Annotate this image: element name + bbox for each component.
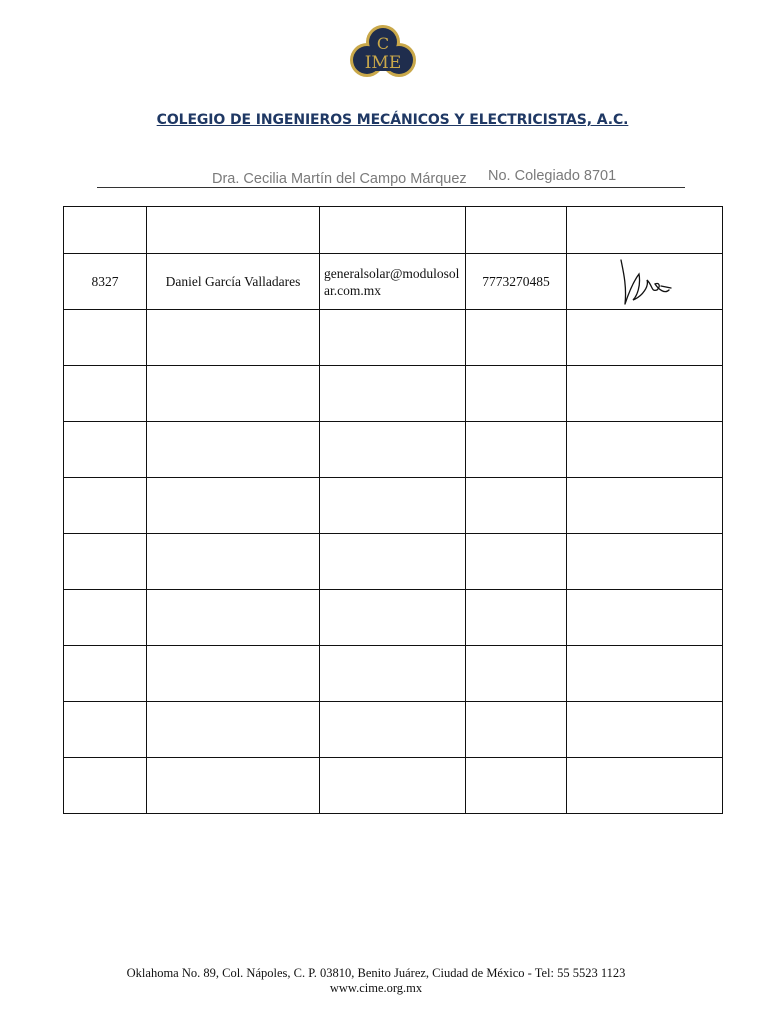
header-cell — [567, 207, 723, 254]
signature-line — [97, 187, 685, 188]
member-name-cell: Daniel García Valladares — [147, 254, 320, 310]
table-row — [64, 534, 723, 590]
header-cell — [147, 207, 320, 254]
member-signature-cell — [567, 254, 723, 310]
table-row — [64, 590, 723, 646]
table-row — [64, 422, 723, 478]
footer-website: www.cime.org.mx — [329, 981, 423, 995]
table-row — [64, 478, 723, 534]
svg-text:IME: IME — [364, 53, 402, 73]
header-cell — [64, 207, 147, 254]
svg-text:C: C — [376, 34, 390, 53]
table-row — [64, 254, 723, 310]
header-cell — [466, 207, 567, 254]
footer — [0, 966, 752, 996]
organization-title: COLEGIO DE INGENIEROS MECÁNICOS Y ELECTRICISTAS, A.C. — [156, 112, 629, 128]
member-number-cell: 8327 — [64, 254, 147, 310]
table-row — [64, 366, 723, 422]
signature-icon — [613, 256, 677, 308]
colegiado-name: Dra. Cecilia Martín del Campo Márquez — [212, 171, 467, 187]
footer-address: Oklahoma No. 89, Col. Nápoles, C. P. 03810, Benito Juárez, Ciudad de México - Tel: 55 5523 1123 — [126, 966, 626, 980]
table-row — [64, 310, 723, 366]
table-row — [64, 702, 723, 758]
member-phone-cell: 7773270485 — [466, 254, 567, 310]
cime-logo-icon — [347, 22, 419, 86]
member-email-cell — [320, 254, 466, 310]
header-cell — [320, 207, 466, 254]
member-email: generalsolar@modulosolar.com.mx — [324, 265, 460, 298]
registry-table — [63, 206, 723, 814]
table-row — [64, 646, 723, 702]
table-row — [64, 758, 723, 814]
cime-logo — [347, 22, 419, 86]
table-header-row — [64, 207, 723, 254]
colegiado-number: No. Colegiado 8701 — [488, 168, 617, 184]
